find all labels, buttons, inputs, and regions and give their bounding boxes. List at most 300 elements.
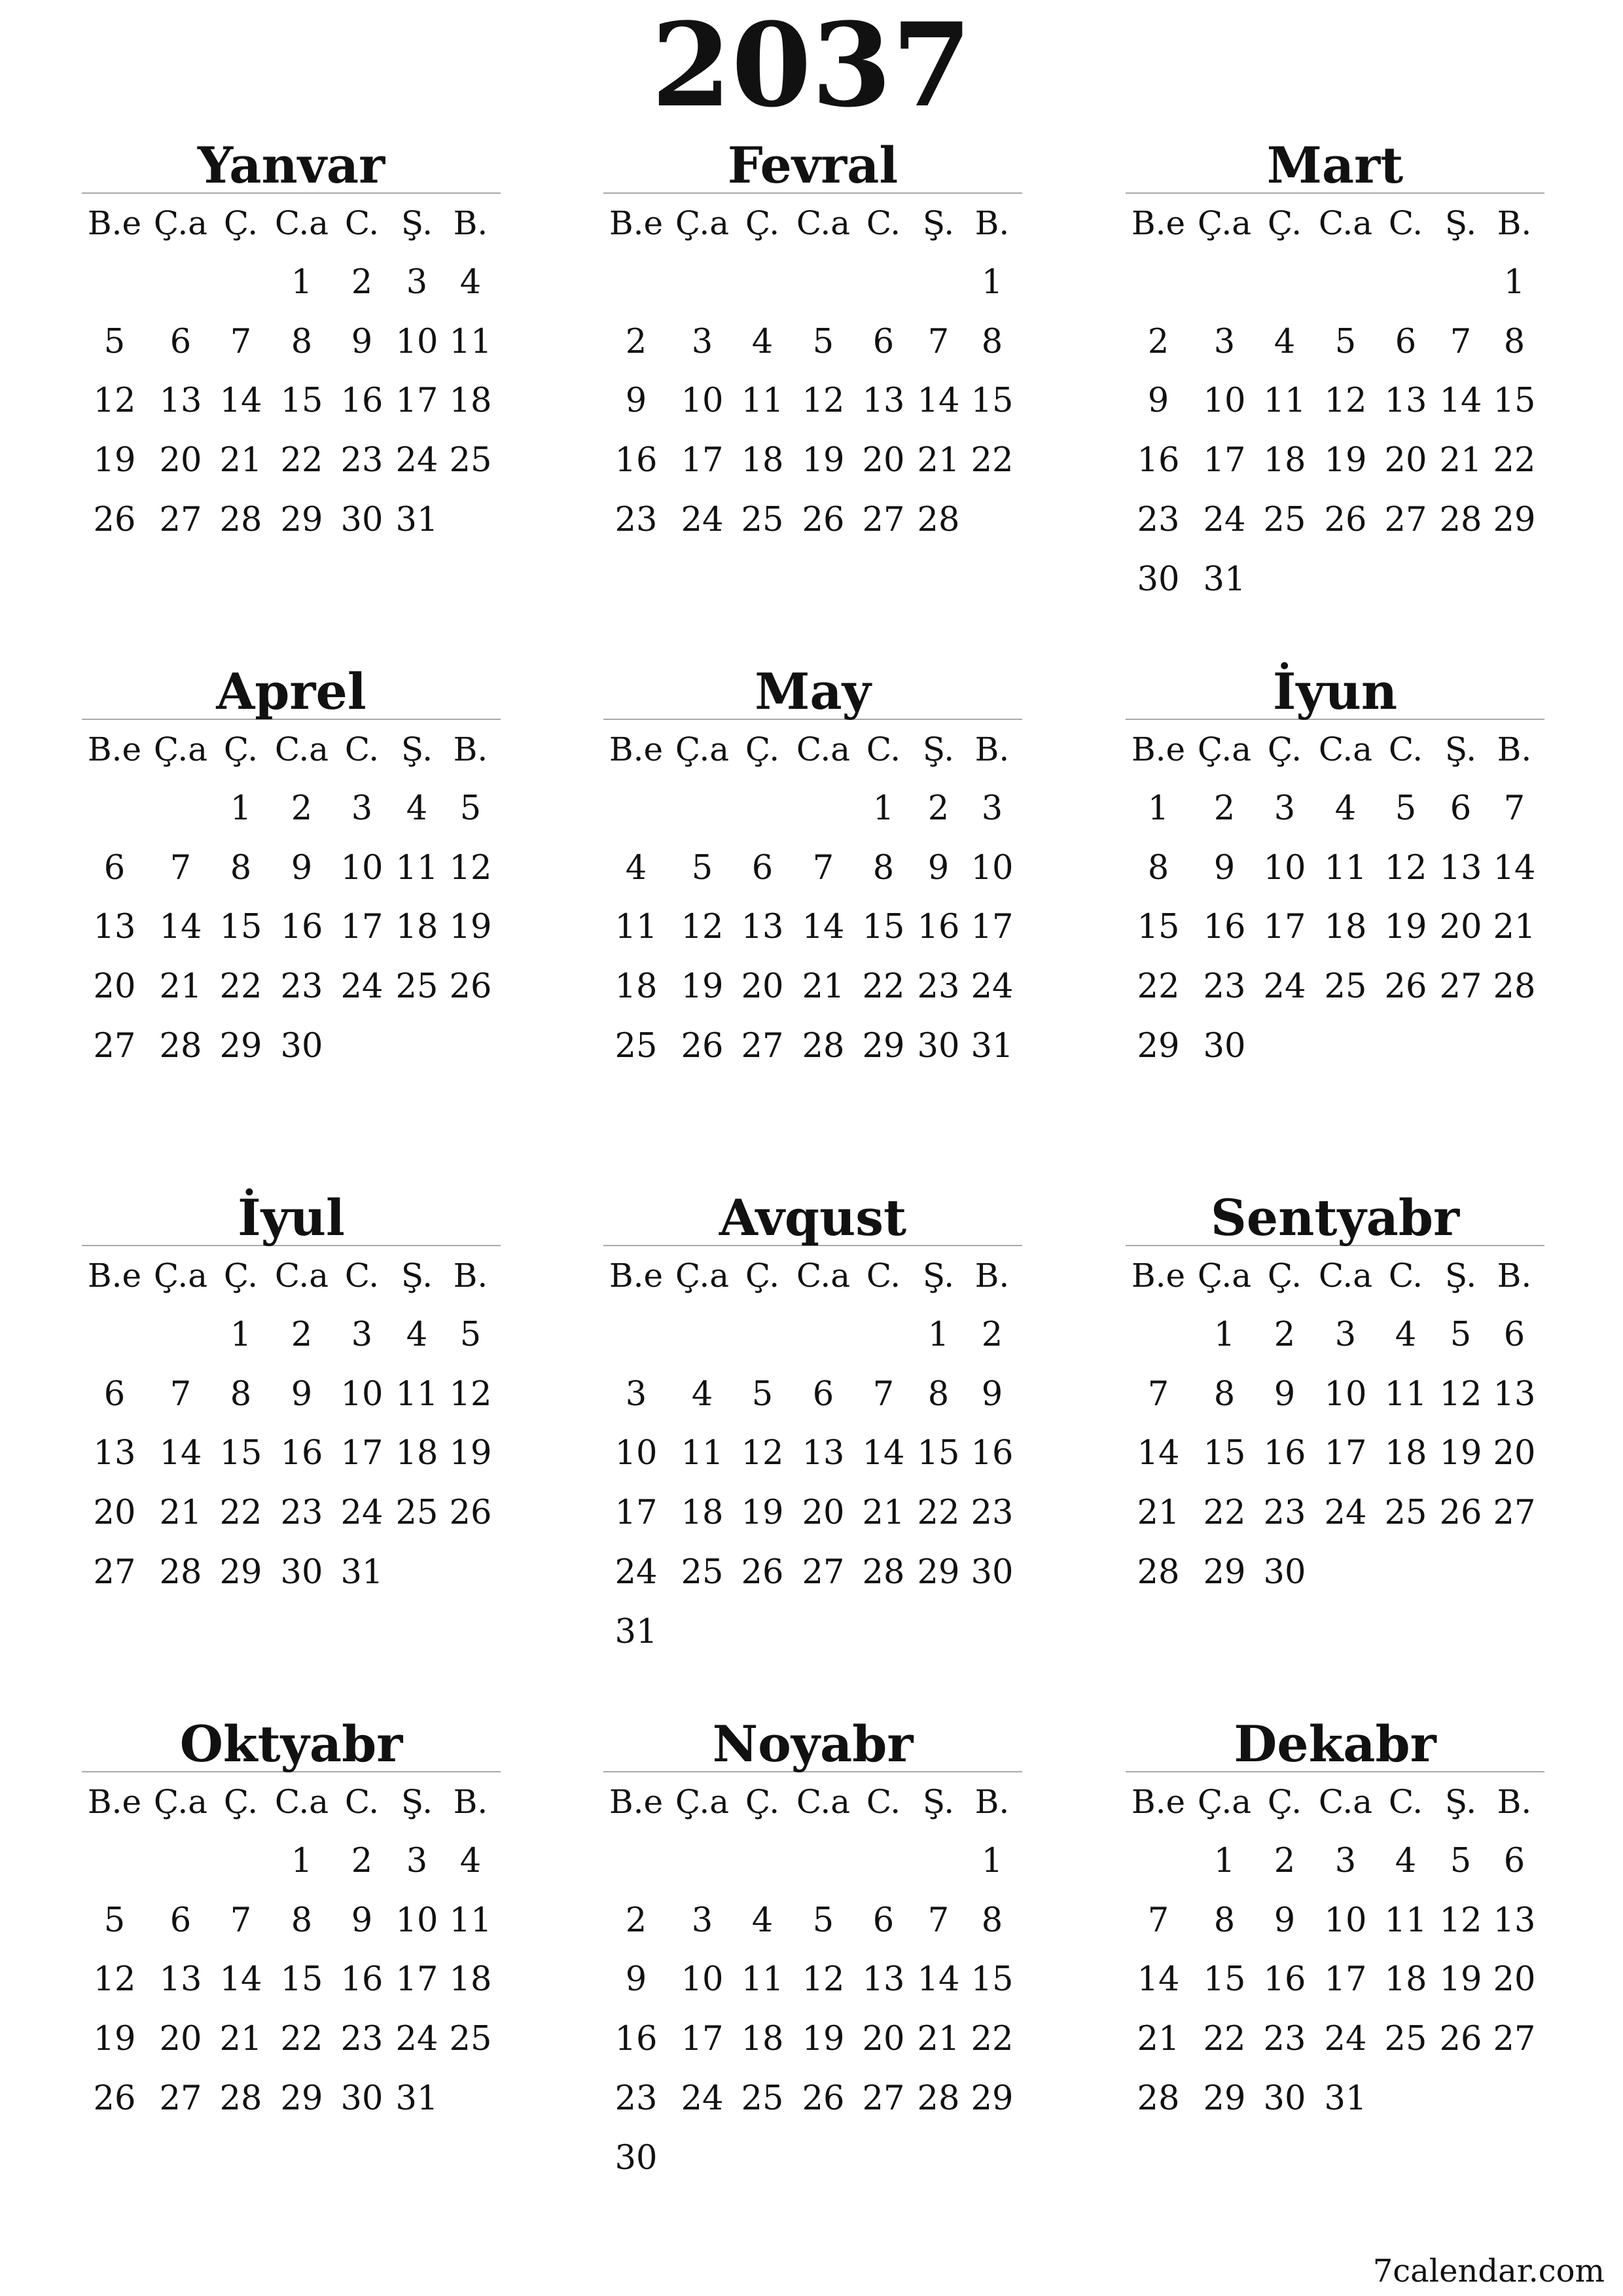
day-cell: 10 xyxy=(395,322,438,361)
weekday-label: Ç. xyxy=(223,730,259,768)
day-cell: 10 xyxy=(1324,1901,1367,1940)
day-cell: 2 xyxy=(625,322,647,361)
day-cell: 13 xyxy=(741,908,784,947)
weekday-label: C. xyxy=(1388,204,1423,242)
day-cell: 6 xyxy=(103,848,126,888)
day-cell: 12 xyxy=(1384,848,1427,888)
day-cell: 8 xyxy=(291,322,313,361)
day-cell: 6 xyxy=(169,322,192,361)
weekday-label: C.a xyxy=(1318,204,1373,242)
day-cell: 30 xyxy=(280,1553,323,1592)
day-cell: 28 xyxy=(159,1553,202,1592)
day-cell: 26 xyxy=(1439,1494,1482,1533)
month-name: Oktyabr xyxy=(179,1715,403,1773)
month-12 xyxy=(1126,1717,1544,2189)
weekday-label: Ç.a xyxy=(1197,1783,1252,1821)
day-cell: 7 xyxy=(230,322,252,361)
day-cell: 17 xyxy=(1263,908,1306,947)
day-cell: 13 xyxy=(1493,1901,1536,1940)
day-cell: 14 xyxy=(862,1434,905,1473)
weekday-label: Ş. xyxy=(922,730,955,768)
day-cell: 2 xyxy=(1274,1841,1296,1880)
day-cell: 18 xyxy=(449,1960,492,2000)
day-cell: 20 xyxy=(93,1494,136,1533)
weekday-label: Ş. xyxy=(401,1783,433,1821)
weekday-label: C. xyxy=(344,1257,380,1295)
day-cell: 17 xyxy=(395,1960,438,2000)
day-cell: 3 xyxy=(1334,1315,1357,1354)
day-cell: 30 xyxy=(1137,560,1180,599)
month-grid xyxy=(82,1246,501,1662)
day-cell: 3 xyxy=(691,1901,713,1940)
day-cell: 20 xyxy=(159,2020,202,2059)
day-cell: 3 xyxy=(1213,322,1236,361)
day-cell: 21 xyxy=(1137,1494,1180,1533)
day-cell: 29 xyxy=(219,1553,262,1592)
day-cell: 26 xyxy=(681,1027,724,1066)
weekday-label: Ç.a xyxy=(1197,1257,1252,1295)
day-cell: 28 xyxy=(1137,1553,1180,1592)
day-cell: 2 xyxy=(351,262,373,302)
day-cell: 15 xyxy=(219,908,262,947)
weekday-label: Ç. xyxy=(1267,204,1302,242)
day-cell: 28 xyxy=(917,2079,960,2118)
day-cell: 18 xyxy=(449,382,492,421)
day-cell: 28 xyxy=(159,1027,202,1066)
day-cell: 7 xyxy=(927,1901,950,1940)
day-cell: 23 xyxy=(280,1494,323,1533)
day-cell: 16 xyxy=(615,2020,658,2059)
day-cell: 28 xyxy=(1137,2079,1180,2118)
day-cell: 30 xyxy=(1203,1027,1246,1066)
day-cell: 25 xyxy=(395,967,438,1007)
weekday-label: C.a xyxy=(274,730,329,768)
day-cell: 18 xyxy=(1263,441,1306,480)
day-cell: 30 xyxy=(917,1027,960,1066)
day-cell: 15 xyxy=(1203,1960,1246,2000)
day-cell: 7 xyxy=(1147,1374,1169,1414)
month-5 xyxy=(603,662,1022,1136)
day-cell: 4 xyxy=(751,1901,774,1940)
day-cell: 27 xyxy=(862,501,905,539)
month-grid xyxy=(603,194,1022,610)
day-cell: 28 xyxy=(802,1027,845,1066)
day-cell: 4 xyxy=(1274,322,1296,361)
day-cell: 21 xyxy=(1439,441,1482,480)
day-cell: 12 xyxy=(681,908,724,947)
day-cell: 27 xyxy=(93,1553,136,1592)
day-cell: 1 xyxy=(1213,1841,1236,1880)
day-cell: 2 xyxy=(927,789,950,828)
day-cell: 19 xyxy=(681,967,724,1007)
day-cell: 21 xyxy=(1493,908,1536,947)
weekday-label: B.e xyxy=(609,1783,664,1821)
day-cell: 23 xyxy=(615,501,658,539)
weekday-label: B.e xyxy=(87,730,142,768)
day-cell: 27 xyxy=(1493,2020,1536,2059)
day-cell: 3 xyxy=(625,1374,647,1414)
day-cell: 1 xyxy=(1147,789,1169,828)
day-cell: 10 xyxy=(681,382,724,421)
day-cell: 15 xyxy=(971,382,1014,421)
day-cell: 8 xyxy=(230,1374,252,1414)
day-cell: 17 xyxy=(340,1434,383,1473)
day-cell: 16 xyxy=(1263,1434,1306,1473)
day-cell: 24 xyxy=(395,441,438,480)
day-cell: 24 xyxy=(340,967,383,1007)
day-cell: 26 xyxy=(449,967,492,1007)
day-cell: 26 xyxy=(93,501,136,539)
day-cell: 3 xyxy=(691,322,713,361)
day-cell: 12 xyxy=(93,1960,136,2000)
day-cell: 23 xyxy=(340,441,383,480)
day-cell: 1 xyxy=(981,1841,1003,1880)
day-cell: 29 xyxy=(1203,1553,1246,1592)
day-cell: 1 xyxy=(230,1315,252,1354)
day-cell: 9 xyxy=(927,848,950,888)
day-cell: 26 xyxy=(741,1553,784,1592)
day-cell: 21 xyxy=(1137,2020,1180,2059)
weekday-label: B. xyxy=(974,730,1010,768)
weekday-label: Ş. xyxy=(401,730,433,768)
day-cell: 29 xyxy=(219,1027,262,1066)
day-cell: 18 xyxy=(741,441,784,480)
day-cell: 4 xyxy=(691,1374,713,1414)
day-cell: 19 xyxy=(1324,441,1367,480)
day-cell: 16 xyxy=(917,908,960,947)
weekday-label: Ç. xyxy=(1267,1257,1302,1295)
weekday-label: C. xyxy=(1388,1783,1423,1821)
day-cell: 7 xyxy=(1503,789,1525,828)
weekday-label: B. xyxy=(453,1783,488,1821)
day-cell: 21 xyxy=(917,2020,960,2059)
day-cell: 27 xyxy=(1439,967,1482,1007)
month-name: Aprel xyxy=(216,662,366,721)
weekday-label: B. xyxy=(1497,1257,1532,1295)
day-cell: 18 xyxy=(1384,1434,1427,1473)
day-cell: 11 xyxy=(615,908,658,947)
day-cell: 10 xyxy=(340,1374,383,1414)
day-cell: 18 xyxy=(395,908,438,947)
day-cell: 16 xyxy=(340,1960,383,2000)
weekday-label: B. xyxy=(453,1257,488,1295)
day-cell: 11 xyxy=(1324,848,1367,888)
day-cell: 5 xyxy=(459,789,482,828)
day-cell: 20 xyxy=(159,441,202,480)
day-cell: 31 xyxy=(1324,2079,1367,2118)
day-cell: 10 xyxy=(615,1434,658,1473)
day-cell: 23 xyxy=(615,2079,658,2118)
day-cell: 19 xyxy=(802,2020,845,2059)
day-cell: 24 xyxy=(1203,501,1246,539)
day-cell: 12 xyxy=(1439,1901,1482,1940)
weekday-label: B. xyxy=(974,204,1010,242)
day-cell: 18 xyxy=(615,967,658,1007)
day-cell: 10 xyxy=(395,1901,438,1940)
day-cell: 19 xyxy=(741,1494,784,1533)
weekday-label: Ç.a xyxy=(675,1783,730,1821)
day-cell: 27 xyxy=(93,1027,136,1066)
day-cell: 26 xyxy=(449,1494,492,1533)
day-cell: 1 xyxy=(230,789,252,828)
day-cell: 19 xyxy=(449,908,492,947)
day-cell: 22 xyxy=(219,1494,262,1533)
day-cell: 14 xyxy=(917,1960,960,2000)
day-cell: 26 xyxy=(93,2079,136,2118)
day-cell: 13 xyxy=(93,1434,136,1473)
weekday-label: C.a xyxy=(1318,1783,1373,1821)
weekday-label: B.e xyxy=(1131,204,1186,242)
day-cell: 27 xyxy=(802,1553,845,1592)
day-cell: 25 xyxy=(1324,967,1367,1007)
month-name: Yanvar xyxy=(197,136,385,194)
month-grid xyxy=(603,1246,1022,1662)
day-cell: 12 xyxy=(93,382,136,421)
day-cell: 5 xyxy=(812,1901,834,1940)
day-cell: 1 xyxy=(1213,1315,1236,1354)
day-cell: 3 xyxy=(1334,1841,1357,1880)
weekday-label: B.e xyxy=(87,1783,142,1821)
day-cell: 25 xyxy=(1384,1494,1427,1533)
day-cell: 2 xyxy=(1213,789,1236,828)
day-cell: 14 xyxy=(219,382,262,421)
weekday-label: C. xyxy=(866,1783,901,1821)
day-cell: 12 xyxy=(741,1434,784,1473)
weekday-label: Ç.a xyxy=(153,204,208,242)
day-cell: 15 xyxy=(862,908,905,947)
day-cell: 27 xyxy=(159,2079,202,2118)
weekday-label: Ç. xyxy=(223,204,259,242)
day-cell: 2 xyxy=(625,1901,647,1940)
day-cell: 16 xyxy=(1263,1960,1306,2000)
day-cell: 3 xyxy=(351,789,373,828)
day-cell: 25 xyxy=(449,441,492,480)
day-cell: 16 xyxy=(340,382,383,421)
day-cell: 6 xyxy=(1450,789,1472,828)
month-grid xyxy=(1126,1246,1544,1662)
day-cell: 23 xyxy=(971,1494,1014,1533)
day-cell: 28 xyxy=(1439,501,1482,539)
weekday-label: B.e xyxy=(87,204,142,242)
day-cell: 8 xyxy=(1213,1374,1236,1414)
day-cell: 8 xyxy=(1503,322,1525,361)
weekday-label: B.e xyxy=(1131,1783,1186,1821)
day-cell: 22 xyxy=(862,967,905,1007)
day-cell: 20 xyxy=(1493,1434,1536,1473)
day-cell: 7 xyxy=(1147,1901,1169,1940)
day-cell: 22 xyxy=(917,1494,960,1533)
day-cell: 11 xyxy=(681,1434,724,1473)
month-name: İyun xyxy=(1272,662,1398,721)
day-cell: 21 xyxy=(159,1494,202,1533)
day-cell: 31 xyxy=(1203,560,1246,599)
day-cell: 8 xyxy=(872,848,895,888)
day-cell: 24 xyxy=(395,2020,438,2059)
day-cell: 16 xyxy=(280,1434,323,1473)
day-cell: 11 xyxy=(1384,1901,1427,1940)
day-cell: 11 xyxy=(395,848,438,888)
day-cell: 30 xyxy=(280,1027,323,1066)
day-cell: 7 xyxy=(169,848,192,888)
weekday-label: Ç.a xyxy=(1197,204,1252,242)
day-cell: 19 xyxy=(93,441,136,480)
weekday-label: B.e xyxy=(87,1257,142,1295)
weekday-label: C. xyxy=(866,730,901,768)
month-grid xyxy=(1126,1772,1544,2189)
day-cell: 24 xyxy=(681,2079,724,2118)
weekday-label: B. xyxy=(974,1257,1010,1295)
month-6 xyxy=(1126,662,1544,1136)
weekday-label: B. xyxy=(453,730,488,768)
day-cell: 24 xyxy=(1324,1494,1367,1533)
day-cell: 5 xyxy=(103,322,126,361)
day-cell: 1 xyxy=(291,262,313,302)
day-cell: 4 xyxy=(1395,1315,1417,1354)
day-cell: 22 xyxy=(280,441,323,480)
month-name: Dekabr xyxy=(1234,1715,1436,1773)
weekday-label: Ç.a xyxy=(1197,730,1252,768)
day-cell: 13 xyxy=(93,908,136,947)
day-cell: 10 xyxy=(340,848,383,888)
weekday-label: Ç.a xyxy=(153,1783,208,1821)
day-cell: 19 xyxy=(1384,908,1427,947)
day-cell: 20 xyxy=(741,967,784,1007)
day-cell: 4 xyxy=(406,789,428,828)
day-cell: 4 xyxy=(406,1315,428,1354)
month-2 xyxy=(603,136,1022,610)
day-cell: 6 xyxy=(1395,322,1417,361)
day-cell: 10 xyxy=(971,848,1014,888)
day-cell: 25 xyxy=(449,2020,492,2059)
day-cell: 6 xyxy=(1503,1315,1525,1354)
day-cell: 3 xyxy=(406,1841,428,1880)
day-cell: 26 xyxy=(1439,2020,1482,2059)
weekday-label: Ç. xyxy=(745,1257,780,1295)
day-cell: 27 xyxy=(862,2079,905,2118)
day-cell: 24 xyxy=(1324,2020,1367,2059)
weekday-label: C. xyxy=(344,730,380,768)
day-cell: 13 xyxy=(862,382,905,421)
day-cell: 30 xyxy=(1263,1553,1306,1592)
day-cell: 27 xyxy=(159,501,202,539)
weekday-label: C. xyxy=(866,1257,901,1295)
month-8 xyxy=(603,1191,1022,1662)
day-cell: 1 xyxy=(1503,262,1525,302)
day-cell: 9 xyxy=(625,1960,647,2000)
weekday-label: Ş. xyxy=(401,204,433,242)
weekday-label: C. xyxy=(344,204,380,242)
day-cell: 19 xyxy=(93,2020,136,2059)
day-cell: 5 xyxy=(1395,789,1417,828)
day-cell: 12 xyxy=(802,1960,845,2000)
day-cell: 5 xyxy=(751,1374,774,1414)
day-cell: 17 xyxy=(340,908,383,947)
day-cell: 16 xyxy=(1137,441,1180,480)
day-cell: 25 xyxy=(1384,2020,1427,2059)
weekday-label: Ş. xyxy=(401,1257,433,1295)
day-cell: 4 xyxy=(459,262,482,302)
day-cell: 7 xyxy=(812,848,834,888)
day-cell: 22 xyxy=(971,2020,1014,2059)
day-cell: 10 xyxy=(681,1960,724,2000)
day-cell: 21 xyxy=(917,441,960,480)
day-cell: 6 xyxy=(751,848,774,888)
day-cell: 12 xyxy=(1324,382,1367,421)
day-cell: 13 xyxy=(802,1434,845,1473)
day-cell: 8 xyxy=(1213,1901,1236,1940)
weekday-label: Ş. xyxy=(1444,1783,1477,1821)
day-cell: 5 xyxy=(1450,1315,1472,1354)
weekday-label: B.e xyxy=(609,730,664,768)
day-cell: 5 xyxy=(459,1315,482,1354)
day-cell: 6 xyxy=(1503,1841,1525,1880)
weekday-label: Ş. xyxy=(922,204,955,242)
day-cell: 17 xyxy=(615,1494,658,1533)
day-cell: 30 xyxy=(971,1553,1014,1592)
day-cell: 11 xyxy=(449,322,492,361)
day-cell: 1 xyxy=(981,262,1003,302)
day-cell: 15 xyxy=(917,1434,960,1473)
day-cell: 21 xyxy=(219,2020,262,2059)
day-cell: 20 xyxy=(1384,441,1427,480)
day-cell: 14 xyxy=(219,1960,262,2000)
day-cell: 23 xyxy=(1137,501,1180,539)
day-cell: 18 xyxy=(1324,908,1367,947)
day-cell: 9 xyxy=(1147,382,1169,421)
day-cell: 15 xyxy=(1493,382,1536,421)
day-cell: 21 xyxy=(862,1494,905,1533)
day-cell: 28 xyxy=(219,501,262,539)
day-cell: 31 xyxy=(340,1553,383,1592)
weekday-label: C. xyxy=(1388,730,1423,768)
day-cell: 6 xyxy=(812,1374,834,1414)
day-cell: 8 xyxy=(230,848,252,888)
weekday-label: B.e xyxy=(1131,1257,1186,1295)
day-cell: 5 xyxy=(691,848,713,888)
month-grid xyxy=(603,1772,1022,2189)
day-cell: 8 xyxy=(981,1901,1003,1940)
day-cell: 14 xyxy=(1493,848,1536,888)
day-cell: 14 xyxy=(1439,382,1482,421)
day-cell: 31 xyxy=(971,1027,1014,1066)
month-4 xyxy=(82,662,501,1136)
month-name: Noyabr xyxy=(712,1715,914,1773)
day-cell: 26 xyxy=(1324,501,1367,539)
day-cell: 30 xyxy=(340,501,383,539)
day-cell: 8 xyxy=(1147,848,1169,888)
weekday-label: C. xyxy=(344,1783,380,1821)
day-cell: 24 xyxy=(681,501,724,539)
day-cell: 20 xyxy=(1493,1960,1536,2000)
day-cell: 4 xyxy=(1334,789,1357,828)
weekday-label: B. xyxy=(1497,204,1532,242)
day-cell: 15 xyxy=(1203,1434,1246,1473)
day-cell: 1 xyxy=(927,1315,950,1354)
weekday-label: Ç. xyxy=(223,1783,259,1821)
day-cell: 2 xyxy=(291,789,313,828)
weekday-label: C. xyxy=(866,204,901,242)
weekday-label: C.a xyxy=(796,1257,851,1295)
day-cell: 29 xyxy=(1493,501,1536,539)
day-cell: 4 xyxy=(625,848,647,888)
day-cell: 22 xyxy=(1203,1494,1246,1533)
day-cell: 4 xyxy=(751,322,774,361)
day-cell: 2 xyxy=(351,1841,373,1880)
day-cell: 6 xyxy=(872,322,895,361)
day-cell: 14 xyxy=(159,1434,202,1473)
day-cell: 7 xyxy=(872,1374,895,1414)
month-grid xyxy=(82,720,501,1136)
